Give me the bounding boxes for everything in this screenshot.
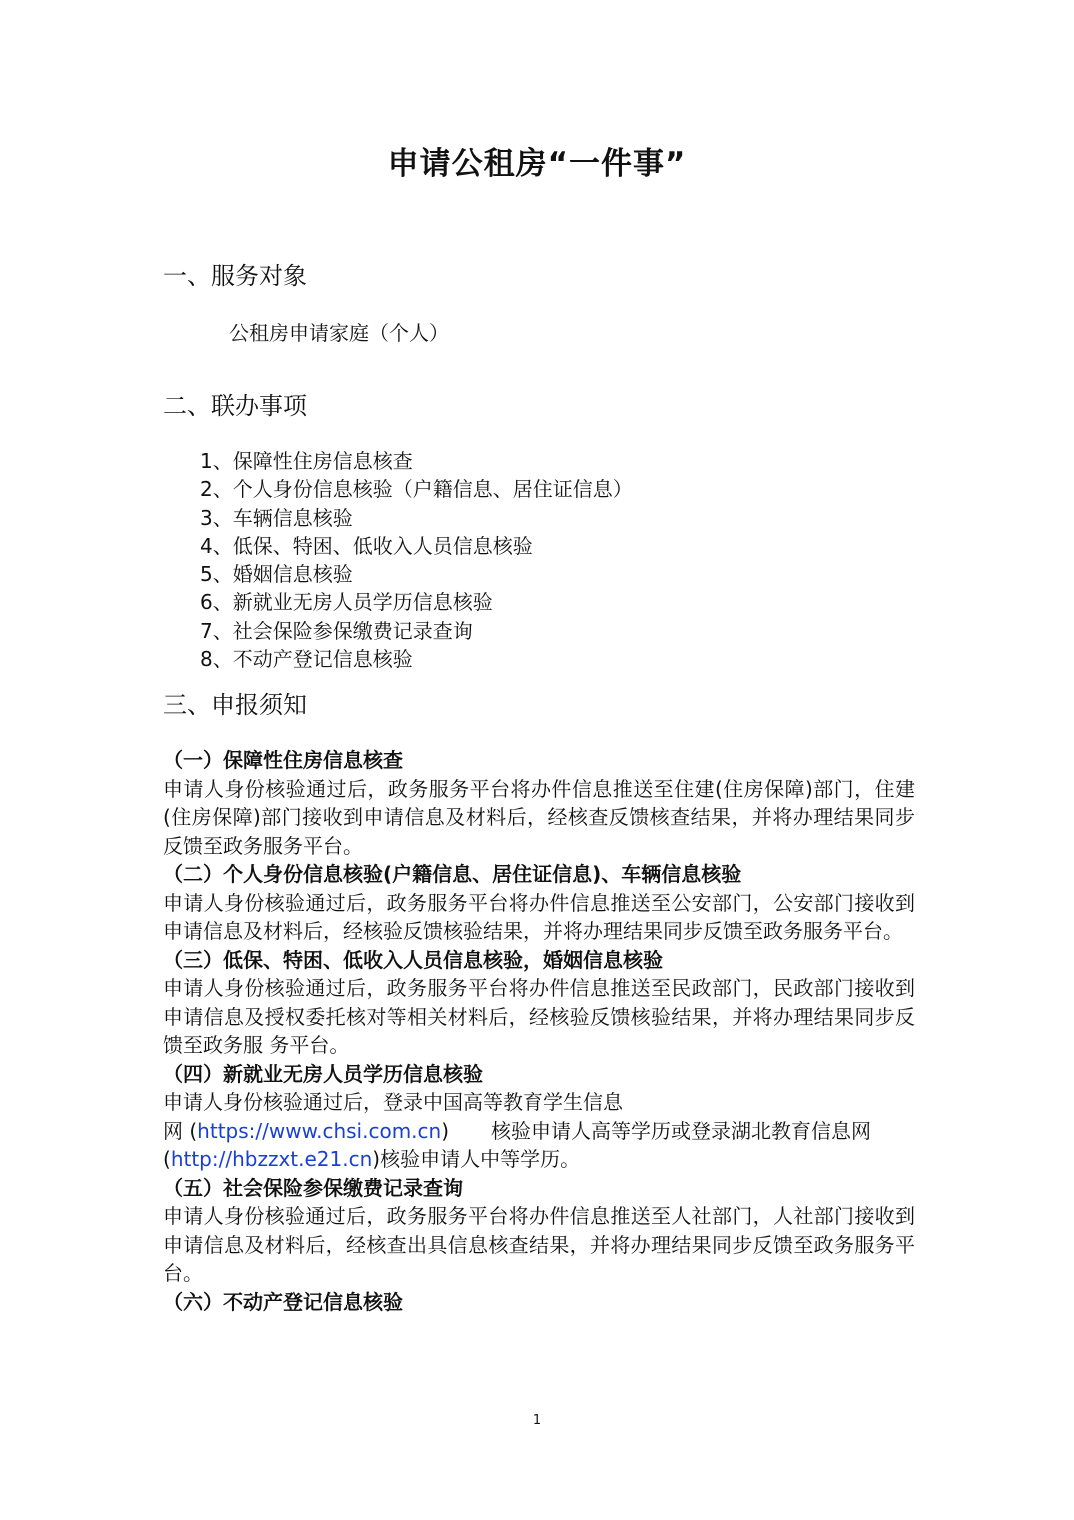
note-text-education-line2	[163, 1117, 915, 1146]
section-heading-application-notes: 三、申报须知	[163, 691, 307, 719]
note-heading-social-insurance: （五）社会保险参保缴费记录查询	[163, 1175, 463, 1200]
application-notes	[163, 746, 915, 1316]
list-item: 5、婚姻信息核验	[200, 562, 353, 587]
text-fragment: )核验申请人中等学历。	[372, 1147, 581, 1171]
document-title: 申请公租房“一件事”	[387, 146, 687, 182]
list-item: 1、保障性住房信息核查	[200, 449, 413, 473]
note-text-education-line1: 申请人身份核验通过后，登录中国高等教育学生信息	[163, 1090, 623, 1114]
list-item: 8、不动产登记信息核验	[200, 647, 413, 672]
note-heading-housing-check: （一）保障性住房信息核查	[163, 748, 403, 772]
text-fragment: 网 (	[163, 1118, 198, 1143]
service-target-text: 公租房申请家庭（个人）	[229, 321, 449, 345]
text-fragment: (	[163, 1147, 171, 1171]
note-text-low-income-marriage: 申请人身份核验通过后，政务服务平台将办件信息推送至民政部门，民政部门接收到申请信息及授权委托核对等相关材料后，经核验反馈核验结果，并将办理结果同步反馈至政务服 务平台。	[163, 976, 915, 1057]
section-heading-joint-items: 二、联办事项	[163, 392, 307, 420]
joint-items-list	[200, 447, 633, 673]
note-heading-low-income-marriage: （三）低保、特困、低收入人员信息核验，婚姻信息核验	[163, 947, 663, 972]
text-fragment: )	[441, 1118, 450, 1143]
page-number: 1	[532, 1413, 542, 1428]
list-item: 3、车辆信息核验	[200, 505, 353, 530]
list-item: 4、低保、特困、低收入人员信息核验	[200, 533, 533, 558]
note-heading-education: （四）新就业无房人员学历信息核验	[163, 1061, 483, 1086]
note-text-identity-vehicle: 申请人身份核验通过后，政务服务平台将办件信息推送至公安部门，公安部门接收到申请信息及材料后，经核验反馈核验结果，并将办理结果同步反馈至政务服务平台。	[163, 890, 915, 943]
note-text-education-line3	[163, 1145, 915, 1174]
text-fragment: 核验申请人高等学历或登录湖北教育信息网	[491, 1118, 872, 1143]
note-text-housing-check: 申请人身份核验通过后，政务服务平台将办件信息推送至住建(住房保障)部门，住建(住房保障)部门接收到申请信息及材料后，经核查反馈核查结果，并将办理结果同步反馈至政务服务平台。	[163, 776, 915, 858]
list-item: 7、社会保险参保缴费记录查询	[200, 618, 473, 643]
section-heading-service-target: 一、服务对象	[163, 262, 307, 290]
list-item: 6、新就业无房人员学历信息核验	[200, 590, 493, 615]
list-item: 2、个人身份信息核验（户籍信息、居住证信息）	[200, 477, 633, 502]
hbzzxt-link[interactable]: http://hbzzxt.e21.cn	[170, 1147, 373, 1171]
note-text-social-insurance: 申请人身份核验通过后，政务服务平台将办件信息推送至人社部门，人社部门接收到申请信息及材料后，经核查出具信息核查结果，并将办理结果同步反馈至政务服务平台。	[163, 1204, 915, 1285]
chsi-link[interactable]: https://www.chsi.com.cn	[197, 1118, 442, 1143]
note-heading-identity-vehicle: （二）个人身份信息核验(户籍信息、居住证信息)、车辆信息核验	[163, 862, 742, 886]
note-heading-real-estate: （六）不动产登记信息核验	[163, 1289, 403, 1314]
